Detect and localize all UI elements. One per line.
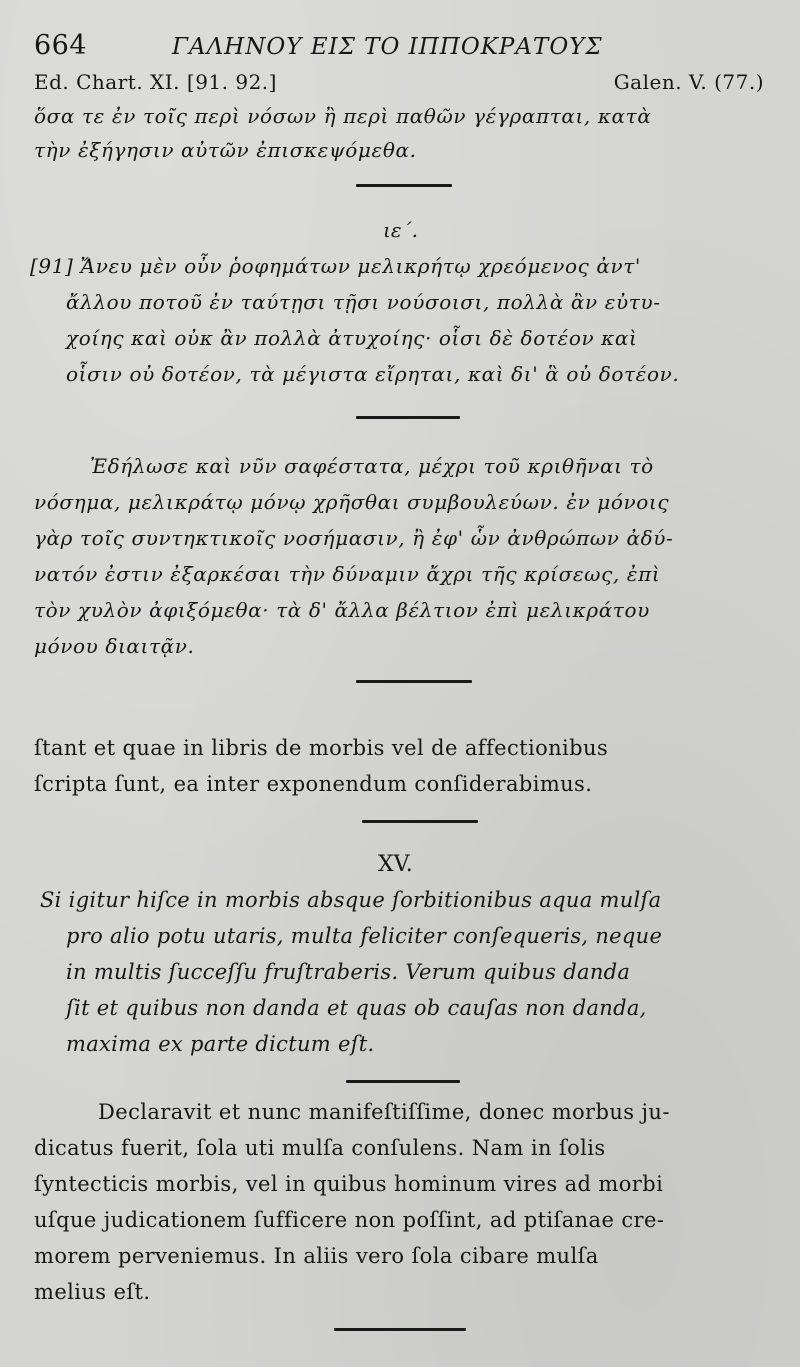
latin-lemma-line: pro alio potu utaris, multa feliciter conſequeris, neque — [66, 924, 663, 948]
latin-commentary-line: Declaravit et nunc manifeſtiſſime, donec morbus ju- — [98, 1100, 670, 1124]
section-divider — [356, 184, 452, 187]
greek-intro-line: τὴν ἐξήγησιν αὐτῶν ἐπισκεψόμεθα. — [34, 138, 417, 162]
greek-intro-line: ὅσα τε ἐν τοῖς περὶ νόσων ἢ περὶ παθῶν γέγραπται, κατὰ — [34, 104, 652, 128]
latin-commentary-line: dicatus fuerit, ſola uti mulſa conſulens. Nam in ſolis — [34, 1136, 606, 1160]
running-title: ΓΑΛΗΝΟΥ ΕΙΣ ΤΟ ΙΠΠΟΚΡΑΤΟΥΣ — [172, 34, 603, 60]
latin-lemma-line: in multis ſucceſſu fruſtraberis. Verum quibus danda — [66, 960, 631, 984]
latin-intro-line: ſtant et quae in libris de morbis vel de affectionibus — [34, 736, 609, 760]
greek-commentary-line: μόνου διαιτᾷν. — [34, 634, 195, 658]
greek-commentary-line: γὰρ τοῖς συντηκτικοῖς νοσήμασιν, ἢ ἐφ' ὧν ἀνθρώπων ἀδύ- — [34, 526, 674, 550]
page-number: 664 — [34, 30, 88, 61]
section-divider — [356, 416, 460, 419]
greek-section-number: ιε΄. — [383, 218, 418, 242]
section-divider — [346, 1080, 460, 1083]
greek-lemma-line: οἷσιν οὐ δοτέον, τὰ μέγιστα εἴρηται, καὶ δι' ἃ οὐ δοτέον. — [66, 362, 680, 386]
greek-commentary-line: νατόν ἐστιν ἐξαρκέσαι τὴν δύναμιν ἄχρι τῆς κρίσεως, ἐπὶ — [34, 562, 661, 586]
latin-lemma-line: Si igitur hiſce in morbis absque ſorbitionibus aqua mulſa — [40, 888, 662, 912]
greek-lemma-line: χοίης καὶ οὐκ ἂν πολλὰ ἀτυχοίης· οἷσι δὲ δοτέον καὶ — [66, 326, 638, 350]
greek-lemma-line: ἄλλου ποτοῦ ἐν ταύτῃσι τῇσι νούσοισι, πολλὰ ἂν εὐτυ- — [66, 290, 661, 314]
latin-commentary-line: melius eſt. — [34, 1280, 151, 1304]
section-divider — [362, 820, 478, 823]
edition-reference-right: Galen. V. (77.) — [613, 70, 764, 94]
latin-commentary-line: uſque judicationem ſufficere non poſſint, ad ptiſanae cre- — [34, 1208, 665, 1232]
latin-commentary-line: morem perveniemus. In aliis vero ſola cibare mulſa — [34, 1244, 599, 1268]
latin-lemma-line: ſit et quibus non danda et quas ob cauſas non danda, — [66, 996, 647, 1020]
greek-commentary-line: τὸν χυλὸν ἀφιξόμεθα· τὰ δ' ἄλλα βέλτιον ἐπὶ μελικράτου — [34, 598, 650, 622]
section-divider — [356, 680, 472, 683]
edition-reference-left: Ed. Chart. XI. [91. 92.] — [34, 70, 277, 94]
latin-section-number: XV. — [378, 852, 413, 877]
latin-intro-line: ſcripta ſunt, ea inter exponendum conſiderabimus. — [34, 772, 593, 796]
greek-commentary-line: νόσημα, μελικράτῳ μόνῳ χρῆσθαι συμβουλεύων. ἐν μόνοις — [34, 490, 670, 514]
section-divider — [334, 1328, 466, 1331]
latin-commentary-line: ſyntecticis morbis, vel in quibus hominum vires ad morbi — [34, 1172, 664, 1196]
greek-lemma-line: [91] Ἄνευ μὲν οὖν ῥοφημάτων μελικρήτῳ χρεόμενος ἀντ' — [30, 254, 642, 278]
greek-commentary-line: Ἐδήλωσε καὶ νῦν σαφέστατα, μέχρι τοῦ κριθῆναι τὸ — [90, 454, 654, 478]
latin-lemma-line: maxima ex parte dictum eſt. — [66, 1032, 375, 1056]
